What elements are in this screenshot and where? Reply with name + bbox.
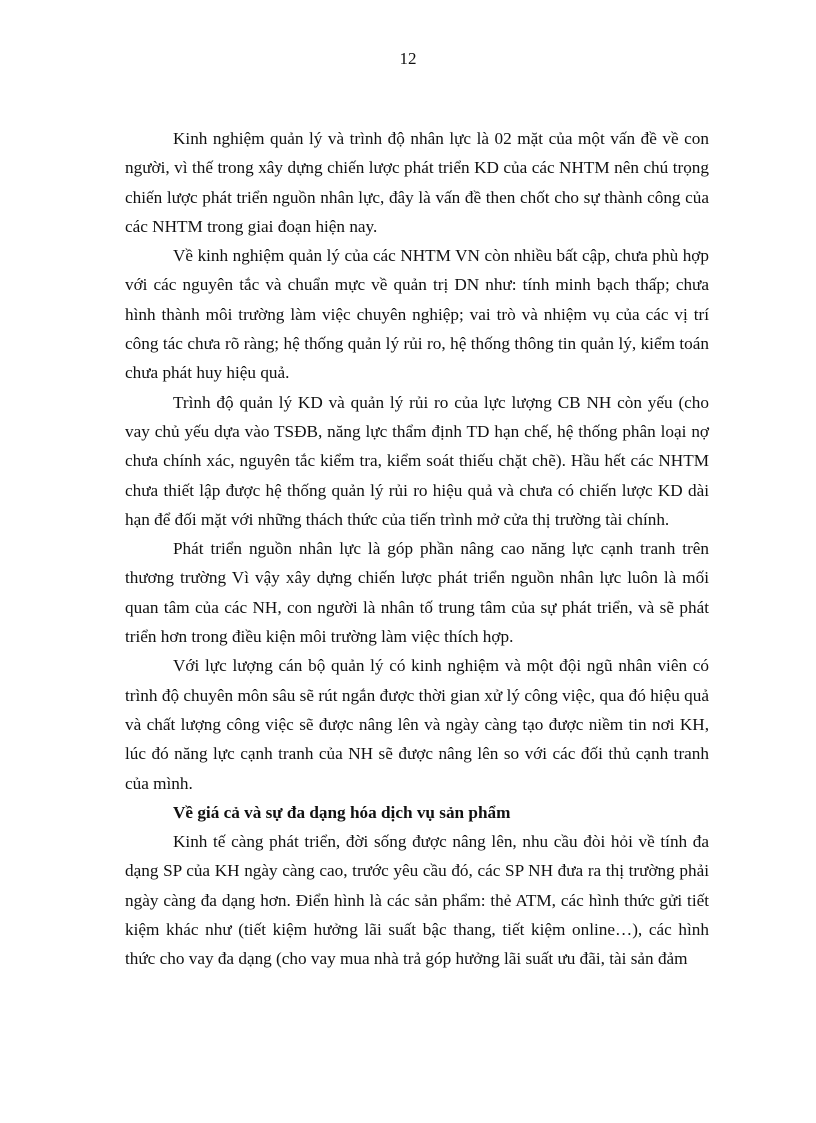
paragraph-competitive-capacity: Với lực lượng cán bộ quản lý có kinh nghiệm và một đội ngũ nhân viên có trình độ chuyên môn sâu sẽ rút ngắn được thời gian xử lý công việc, qua đó hiệu quả và chất lượng công việc sẽ được nâng lên và ngày càng tạo được niềm tin nơi KH, lúc đó năng lực cạnh tranh của NH sẽ được nâng lên so với các đối thủ cạnh tranh của mình. <box>125 656 709 793</box>
paragraph-risk-management: Trình độ quản lý KD và quản lý rủi ro của lực lượng CB NH còn yếu (cho vay chủ yếu dựa vào TSĐB, năng lực thẩm định TD hạn chế, hệ thống phân loại nợ chưa chính xác, nguyên tắc kiểm tra, kiểm soát thiếu chặt chẽ). Hầu hết các NHTM chưa thiết lập được hệ thống quản lý rủi ro hiệu quả và chưa có chiến lược KD dài hạn để đối mặt với những thách thức của tiến trình mở cửa thị trường tài chính. <box>125 392 709 529</box>
paragraph-management-experience: Kinh nghiệm quản lý và trình độ nhân lực là 02 mặt của một vấn đề về con người, vì thế trong xây dựng chiến lược phát triển KD của các NHTM nên chú trọng chiến lược phát triển nguồn nhân lực, đây là vấn đề then chốt cho sự thành công của các NHTM trong giai đoạn hiện nay. <box>125 129 709 236</box>
paragraph-human-resources: Phát triển nguồn nhân lực là góp phần nâng cao năng lực cạnh tranh trên thương trường Vì vậy xây dựng chiến lược phát triển nguồn nhân lực luôn là mối quan tâm của các NH, con người là nhân tố trung tâm của sự phát triển, và sẽ phát triển hơn trong điều kiện môi trường làm việc thích hợp. <box>125 539 709 647</box>
paragraph-management-shortcomings: Về kinh nghiệm quản lý của các NHTM VN còn nhiều bất cập, chưa phù hợp với các nguyên tắc và chuẩn mực về quản trị DN như: tính minh bạch thấp; chưa hình thành môi trường làm việc chuyên nghiệp; vai trò và nhiệm vụ của các vị trí công tác chưa rõ ràng; hệ thống quản lý rủi ro, hệ thống thông tin quản lý, kiểm toán chưa phát huy hiệu quả. <box>125 246 709 383</box>
section-heading: Về giá cả và sự đa dạng hóa dịch vụ sản phẩm <box>173 802 511 822</box>
paragraph-product-diversification: Kinh tế càng phát triển, đời sống được nâng lên, nhu cầu đòi hỏi về tính đa dạng SP của KH ngày càng cao, trước yêu cầu đó, các SP NH đưa ra thị trường phải ngày càng đa dạng hơn. Điển hình là các sản phẩm: thẻ ATM, các hình thức gửi tiết kiệm khác như (tiết kiệm hưởng lãi suất bậc thang, tiết kiệm online…), các hình thức cho vay đa dạng (cho vay mua nhà trả góp hưởng lãi suất ưu đãi, tài sản đảm <box>125 832 709 969</box>
page-number: 12 <box>399 49 417 68</box>
document-body <box>125 124 709 974</box>
